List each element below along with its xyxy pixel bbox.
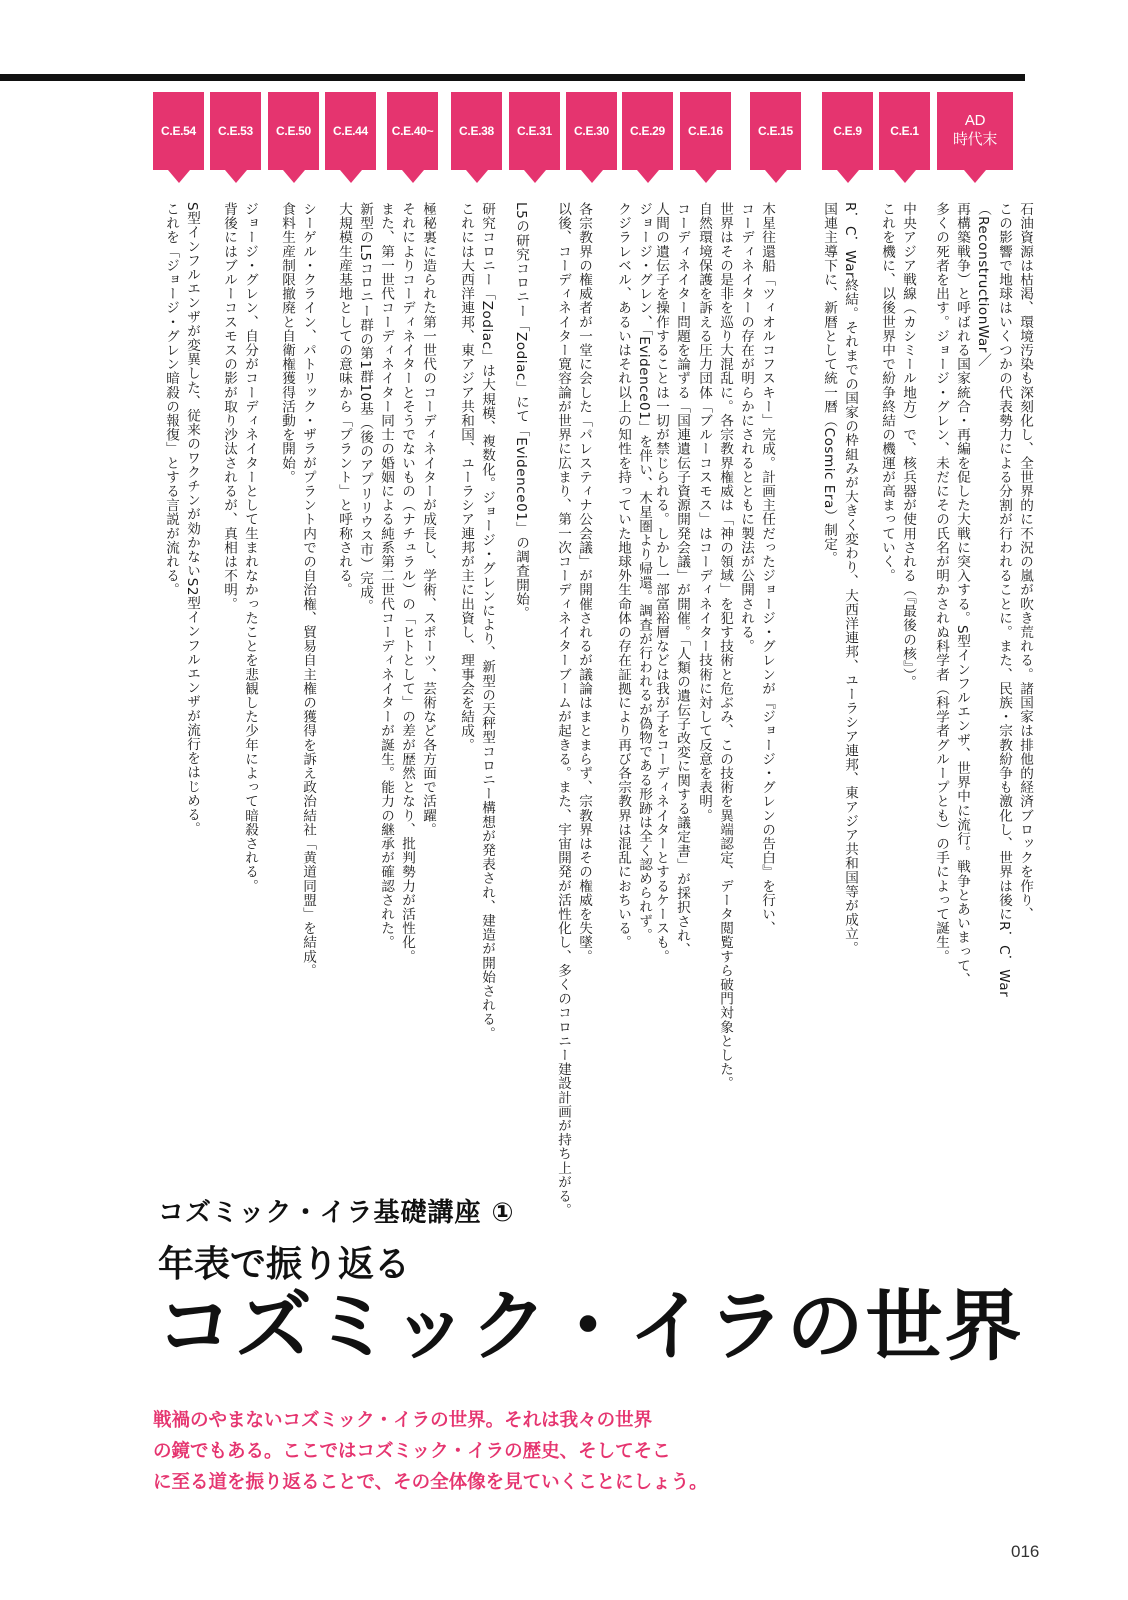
entry-ce31 <box>510 202 531 762</box>
entry-line: 木星往還船「ツィオルコフスキー」完成。計画主任だったジョージ・グレンが『ジョージ・グレンの告白』を行い、 <box>759 202 775 936</box>
entry-ce29 <box>612 202 654 1002</box>
entry-ce38 <box>455 202 497 1132</box>
entry-ce54 <box>160 202 202 892</box>
entry-line: また、第一世代コーディネイター同士の婚姻による純系第二世代コーディネイターが誕生。能力の継承が確認された。 <box>378 202 394 950</box>
intro-line: の鏡でもある。ここではコズミック・イラの歴史、そしてそこ <box>153 1441 671 1462</box>
entry-line: 研究コロニー「Zodiac」は大規模、複数化。ジョージ・グレンにより、新型の天秤型コロニー構想が発表され、建造が開始される。 <box>479 202 495 1041</box>
entry-line: 再構築戦争）と呼ばれる国家統合・再編を促した大戦に突入する。S型インフルエンザ、世界中に流行。戦争とあいまって、 <box>954 202 970 987</box>
entry-line: 国連主導下に、新暦として統一暦（Cosmic Era）制定。 <box>821 202 837 566</box>
entry-line: 人間の遺伝子を操作することは一切が禁じられる。しかし一部富裕層などは我が子をコーディネイターとするケースも。 <box>653 202 669 964</box>
page-number: 016 <box>1011 1542 1040 1561</box>
era-tab-ad <box>937 92 1013 192</box>
era-label: C.E.40~ <box>387 92 438 170</box>
era-pointer <box>402 170 424 183</box>
era-pointer <box>524 170 546 183</box>
series-label: コズミック・イラ基礎講座 ① <box>158 1198 515 1228</box>
entry-line: クジラレベル、あるいはそれ以上の知性を持っていた地球外生命体の存在証拠により再び各宗教界は混乱におちいる。 <box>615 202 631 950</box>
entry-line: コーディネイター問題を論ずる「国連遺伝子資源開発会議」が開催。「人類の遺伝子改変に関する議定書」が採択され、 <box>674 202 690 957</box>
entry-line: この影響で地球はいくつかの代表勢力による分割が行われることに。また、民族・宗教紛争も激化し、世界は後にR．C．War（ReconstructionWar／ <box>975 202 1012 998</box>
era-tab-ce29 <box>622 92 673 192</box>
era-label: C.E.31 <box>509 92 560 170</box>
entry-ce16 <box>650 202 692 1002</box>
entry-line: それによりコーディネイターとそうでないもの（ナチュラル）の「ヒトとして」の差が歴然となり、批判勢力が活性化。 <box>399 202 415 964</box>
era-label: AD 時代末 <box>937 92 1013 170</box>
entry-ce1 <box>876 202 918 722</box>
entry-ce53 <box>218 202 260 942</box>
entry-ce50 <box>276 202 318 1022</box>
era-pointer <box>964 170 986 183</box>
entry-line: 以後、コーディネイター寛容論が世界に広まり、第一次コーディネイターブームが起きる。また、宇宙開発が活性化し、多くのコロニー建設計画が持ち上がる。 <box>555 202 571 1218</box>
entry-line: これを「ジョージ・グレン暗殺の報復」とする言説が流れる。 <box>163 202 179 597</box>
era-tab-ce54 <box>153 92 204 192</box>
entry-ad <box>930 202 1035 1022</box>
entry-line: 世界はその是非を巡り大混乱に。各宗教界権威は「神の領域」を犯す技術と危ぶみ、この技術を異端認定、データ閲覧すら破門対象とした。 <box>717 202 733 1091</box>
era-tab-ce53 <box>210 92 261 192</box>
entry-ce15 <box>693 202 777 1132</box>
entry-line: ジョージ・グレン、自分がコーディネイターとして生まれなかったことを悲観した少年によって暗殺される。 <box>242 202 258 893</box>
entry-line: S型インフルエンザが変異した、従来のワクチンが効かないS2型インフルエンザが流行をはじめる。 <box>184 202 200 836</box>
era-label: C.E.53 <box>210 92 261 170</box>
era-label: C.E.16 <box>680 92 731 170</box>
era-tab-ce50 <box>268 92 319 192</box>
era-pointer <box>581 170 603 183</box>
era-pointer <box>340 170 362 183</box>
entry-line: 多くの死者を出す。ジョージ・グレン、未だにその氏名が明かされぬ科学者（科学者グループとも）の手によって誕生。 <box>933 202 949 964</box>
era-label: C.E.1 <box>879 92 930 170</box>
era-tabs <box>0 92 1128 192</box>
era-label: C.E.9 <box>822 92 873 170</box>
entry-line: これを機に、以後世界中で紛争終結の機運が高まっていく。 <box>879 202 895 583</box>
era-pointer <box>765 170 787 183</box>
era-label: C.E.29 <box>622 92 673 170</box>
era-label: C.E.15 <box>750 92 801 170</box>
era-pointer <box>894 170 916 183</box>
entry-line: 背後にはブルーコスモスの影が取り沙汰されるが、真相は不明。 <box>221 202 237 611</box>
era-tab-ce44 <box>325 92 376 192</box>
entry-line: 極秘裏に造られた第一世代のコーディネイターが成長し、学術、スポーツ、芸術など各方面で活躍。 <box>420 202 436 837</box>
intro-line: に至る道を振り返ることで、その全体像を見ていくことにしょう。 <box>153 1472 708 1493</box>
era-tab-ce40 <box>387 92 438 192</box>
era-tab-ce15 <box>750 92 801 192</box>
entry-line: コーディネイターの存在が明らかにされるとともに製法が公開される。 <box>738 202 754 654</box>
era-pointer <box>283 170 305 183</box>
entry-ce9 <box>818 202 860 1002</box>
entry-line: 中央アジア戦線（カシミール地方）で、核兵器が使用される（『最後の核』）。 <box>900 202 916 690</box>
entry-ce30 <box>552 202 594 1272</box>
era-pointer <box>225 170 247 183</box>
intro-text <box>153 1405 713 1498</box>
era-tab-ce31 <box>509 92 560 192</box>
era-pointer <box>637 170 659 183</box>
entry-line: 自然環境保護を訴える圧力団体「ブルーコスモス」はコーディネイター技術に対して反意を表明。 <box>696 202 712 823</box>
entry-ce44 <box>333 202 375 822</box>
entry-line: 各宗教界の権威者が一堂に会した「パレスティナ公会議」が開催されるが議論はまとまらず、宗教界はその権威を失墜。 <box>576 202 592 964</box>
era-pointer <box>168 170 190 183</box>
era-tab-ce1 <box>879 92 930 192</box>
era-pointer <box>837 170 859 183</box>
era-label: C.E.38 <box>451 92 502 170</box>
era-label: C.E.54 <box>153 92 204 170</box>
era-tab-ce16 <box>680 92 731 192</box>
entry-line: L5の研究コロニー「Zodiac」にて「Evidence01」の調査開始。 <box>513 202 529 621</box>
entry-line: 食料生産制限撤廃と自衛権獲得活動を開始。 <box>279 202 295 484</box>
entry-line: 石油資源は枯渇、環境汚染も深刻化し、全世界的に不況の嵐が吹き荒れる。諸国家は排他的経済ブロックを作り、 <box>1017 202 1033 922</box>
entry-line: これには大西洋連邦、東アジア共和国、ユーラシア連邦が主に出資し、理事会を結成。 <box>458 202 474 752</box>
era-pointer <box>466 170 488 183</box>
entry-line: 新型のL5コロニー群の第1群10基（後のアプリリウス市）完成。 <box>357 202 373 614</box>
era-tab-ce9 <box>822 92 873 192</box>
intro-line: 戦禍のやまないコズミック・イラの世界。それは我々の世界 <box>153 1410 653 1431</box>
entry-line: 大規模生産基地としての意味から「プラント」と呼称される。 <box>336 202 352 597</box>
entry-line: R．C．War終結。それまでの国家の枠組みが大きく変わり、大西洋連邦、ユーラシア連邦、東アジア共和国等が成立。 <box>842 202 858 955</box>
era-tab-ce30 <box>566 92 617 192</box>
era-label: C.E.44 <box>325 92 376 170</box>
era-tab-ce38 <box>451 92 502 192</box>
era-label: C.E.30 <box>566 92 617 170</box>
entry-ce40 <box>375 202 438 1002</box>
era-pointer <box>695 170 717 183</box>
entry-line: ジョージ・グレン、「Evidence01」を伴い、木星圏より帰還。調査が行われるが偽物である形跡は全く認められず。 <box>636 202 652 943</box>
era-label: C.E.50 <box>268 92 319 170</box>
entry-line: シーゲル・クライン、パトリック・ザラがプラント内での自治権、貿易自主権の獲得を訴え政治結社「黄道同盟」を結成。 <box>300 202 316 978</box>
top-rule <box>0 74 1025 81</box>
page-title: コズミック・イラの世界 <box>156 1283 1024 1372</box>
page-subtitle: 年表で振り返る <box>158 1244 411 1285</box>
